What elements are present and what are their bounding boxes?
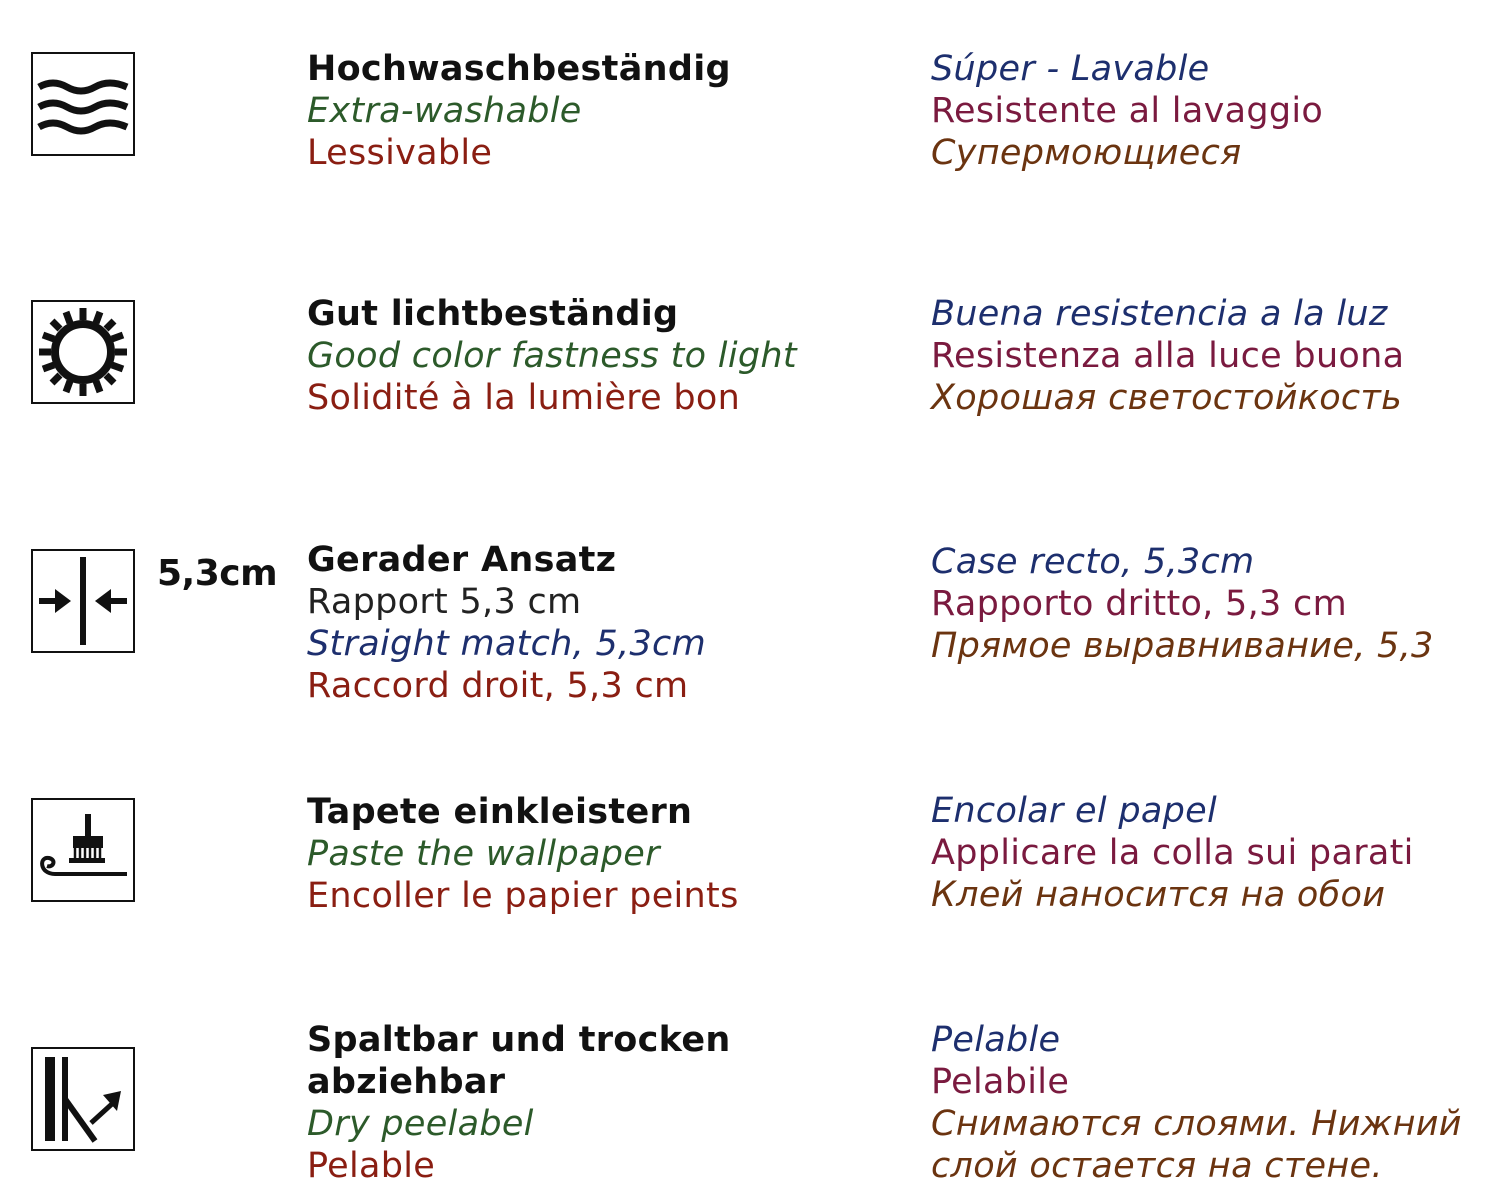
- label-russian: Снимаются слоями. Нижний: [931, 1104, 1462, 1144]
- label-group-left: [307, 791, 739, 917]
- repeat-measure: 5,3cm: [157, 553, 278, 594]
- label-spanish: Case recto, 5,3cm: [931, 542, 1255, 582]
- label-english: Dry peelabel: [307, 1104, 534, 1144]
- label-group-right: [931, 541, 1434, 667]
- label-italian: Applicare la colla sui parati: [931, 833, 1414, 873]
- label-group-left: [307, 539, 706, 707]
- label-group-left: [307, 293, 797, 419]
- wash-waves-icon: [31, 52, 135, 156]
- sun-icon: [31, 300, 135, 404]
- label-italian: Resistente al lavaggio: [931, 91, 1324, 131]
- label-english: Straight match, 5,3cm: [307, 624, 706, 664]
- label-english: Paste the wallpaper: [307, 834, 660, 874]
- label-german: Tapete einkleistern: [307, 792, 693, 832]
- label-group-right: [931, 790, 1414, 916]
- label-german: Gut lichtbeständig: [307, 294, 679, 334]
- label-french: Solidité à la lumière bon: [307, 378, 741, 418]
- label-russian: Прямое выравнивание, 5,3: [931, 626, 1434, 666]
- label-german: Gerader Ansatz: [307, 540, 617, 580]
- label-group-right: [931, 48, 1323, 174]
- label-group-right: [931, 1019, 1462, 1187]
- label-spanish: Encolar el papel: [931, 791, 1217, 831]
- label-italian: Resistenza alla luce buona: [931, 336, 1405, 376]
- label-spanish: Súper - Lavable: [931, 49, 1210, 89]
- label-russian: Хорошая светостойкость: [931, 378, 1403, 418]
- label-french: Lessivable: [307, 133, 493, 173]
- label-russian: Супермоющиеся: [931, 133, 1242, 173]
- label-spanish: Buena resistencia a la luz: [931, 294, 1388, 334]
- label-french: Raccord droit, 5,3 cm: [307, 666, 689, 706]
- straight-match-icon: [31, 549, 135, 653]
- label-english: Good color fastness to light: [307, 336, 797, 376]
- label-russian-cont: слой остается на стене.: [931, 1146, 1383, 1186]
- label-italian: Pelabile: [931, 1062, 1070, 1102]
- label-german: Spaltbar und trocken: [307, 1020, 731, 1060]
- label-french: Encoller le papier peints: [307, 876, 739, 916]
- peelable-icon: [31, 1047, 135, 1151]
- label-english: Extra-washable: [307, 91, 582, 131]
- label-group-right: [931, 293, 1404, 419]
- label-french: Pelable: [307, 1146, 436, 1186]
- label-russian: Клей наносится на обои: [931, 875, 1386, 915]
- label-italian: Rapporto dritto, 5,3 cm: [931, 584, 1347, 624]
- label-german-cont: abziehbar: [307, 1062, 506, 1102]
- label-group-left: [307, 1019, 731, 1187]
- label-group-left: [307, 48, 731, 174]
- paste-brush-icon: [31, 798, 135, 902]
- label-spanish: Pelable: [931, 1020, 1061, 1060]
- label-german: Hochwaschbeständig: [307, 49, 731, 89]
- label-german-rapport: Rapport 5,3 cm: [307, 582, 582, 622]
